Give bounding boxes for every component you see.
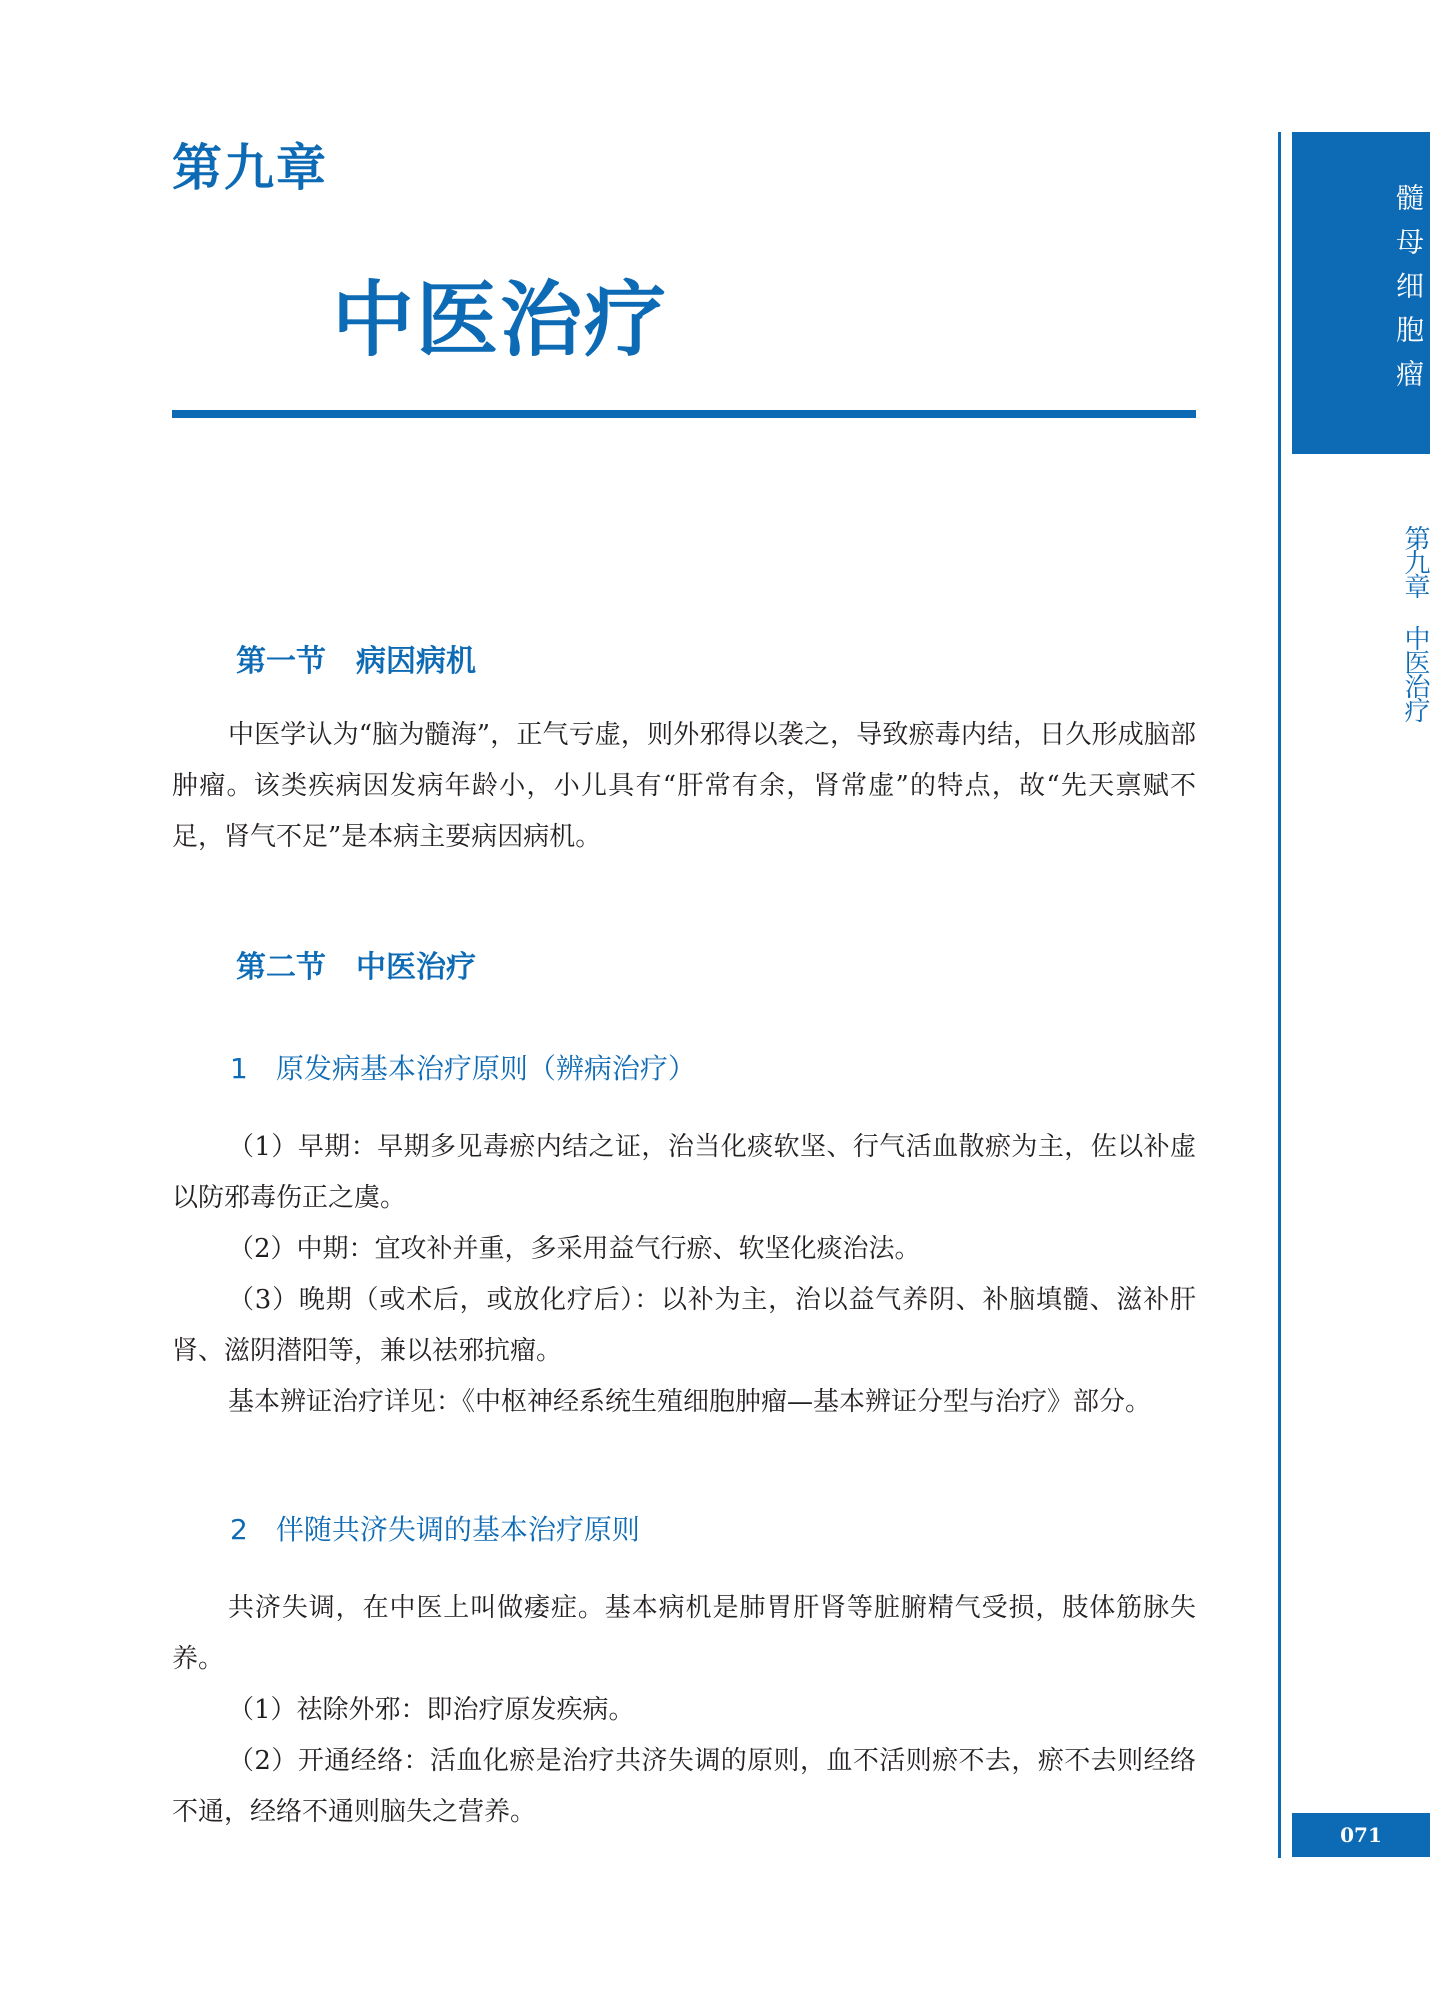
paragraph: （1）早期：早期多见毒瘀内结之证，治当化痰软坚、行气活血散瘀为主，佐以补虚以防邪毒伤正之虞。 [172, 1132, 1196, 1213]
page-number: 071 [1292, 1813, 1430, 1857]
paragraph: （3）晚期（或术后，或放化疗后）：以补为主，治以益气养阴、补脑填髓、滋补肝肾、滋阴潜阳等，兼以祛邪抗瘤。 [172, 1285, 1196, 1366]
running-chapter-title: 第九章 中医治疗 [1400, 525, 1430, 721]
paragraph: （2）中期：宜攻补并重，多采用益气行瘀、软坚化痰治法。 [228, 1234, 921, 1264]
margin-rule [1278, 132, 1281, 1858]
subsection-heading-1: 1 原发病基本治疗原则（辨病治疗） [230, 1052, 696, 1085]
subsection-heading-2: 2 伴随共济失调的基本治疗原则 [230, 1513, 640, 1546]
section-heading-2: 第二节 中医治疗 [236, 950, 476, 985]
paragraph: 共济失调，在中医上叫做痿症。基本病机是肺胃肝肾等脏腑精气受损，肢体筋脉失养。 [172, 1593, 1196, 1674]
section-heading-1: 第一节 病因病机 [236, 644, 476, 679]
book-title: 髓母细胞瘤 [1392, 183, 1425, 403]
paragraph: （1）祛除外邪：即治疗原发疾病。 [228, 1695, 635, 1725]
chapter-label: 第九章 [172, 139, 328, 197]
paragraph: 中医学认为“脑为髓海”，正气亏虚，则外邪得以袭之，导致瘀毒内结，日久形成脑部肿瘤。该类疾病因发病年龄小，小儿具有“肝常有余，肾常虚”的特点，故“先天禀赋不足，肾气不足”是本病主要病因病机。 [172, 720, 1196, 852]
paragraph: （2）开通经络：活血化瘀是治疗共济失调的原则，血不活则瘀不去，瘀不去则经络不通，经络不通则脑失之营养。 [172, 1746, 1196, 1827]
paragraph: 基本辨证治疗详见：《中枢神经系统生殖细胞肿瘤—基本辨证分型与治疗》部分。 [228, 1387, 1152, 1417]
title-divider [172, 410, 1196, 418]
chapter-title: 中医治疗 [332, 273, 669, 368]
